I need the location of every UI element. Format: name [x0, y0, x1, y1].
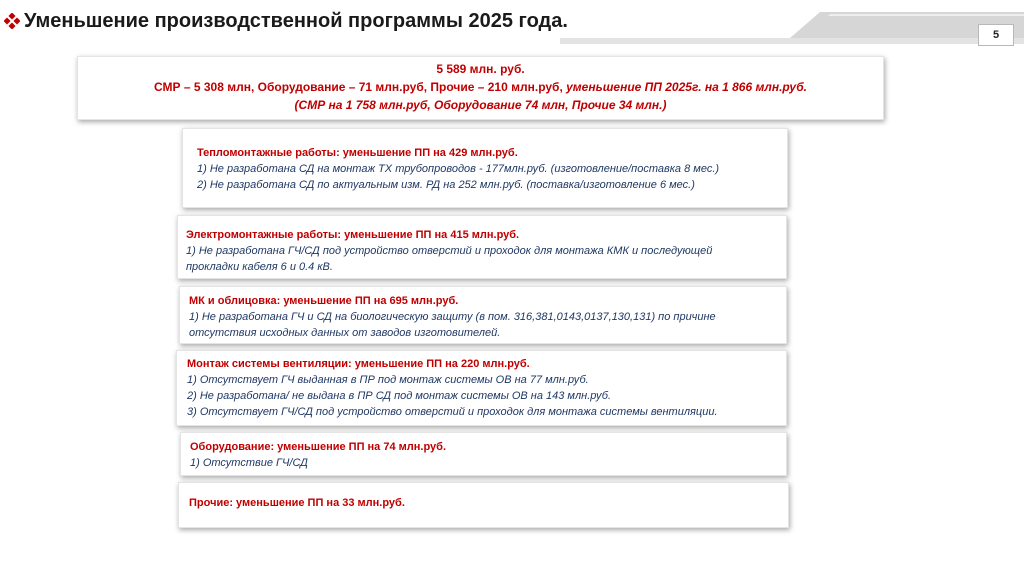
section-line: отсутствия исходных данных от заводов изготовителей. [189, 327, 501, 339]
summary-breakdown [78, 78, 883, 96]
section-card-thermal [182, 128, 788, 208]
section-line: 1) Отсутствие ГЧ/СД [190, 457, 308, 469]
summary-reduction-detail: (СМР на 1 758 млн.руб, Оборудование 74 млн, Прочие 34 млн.) [294, 98, 667, 112]
summary-breakdown-plain: СМР – 5 308 млн, Оборудование – 71 млн.руб, Прочие – 210 млн.руб, [153, 80, 567, 94]
section-heading: МК и облицовка: уменьшение ПП на 695 млн.руб. [189, 295, 459, 307]
summary-card [77, 56, 884, 120]
section-heading: Оборудование: уменьшение ПП на 74 млн.руб. [190, 441, 447, 453]
section-card-metal-structures [179, 286, 787, 344]
section-line: 2) Не разработана СД по актуальным изм. РД на 252 млн.руб. (поставка/изготовление 6 мес.) [197, 179, 695, 191]
section-line: 3) Отсутствует ГЧ/СД под устройство отверстий и проходок для монтажа системы вентиляции. [187, 406, 718, 418]
slide-header [0, 0, 1024, 40]
page-number: 5 [978, 24, 1014, 46]
section-heading: Тепломонтажные работы: уменьшение ПП на 429 млн.руб. [197, 147, 518, 159]
section-line: 2) Не разработана/ не выдана в ПР СД под монтаж системы ОВ на 143 млн.руб. [187, 390, 612, 402]
section-line: 1) Не разработана СД на монтаж ТХ трубопроводов - 177млн.руб. (изготовление/поставка 8 мес.) [197, 163, 720, 175]
section-line: прокладки кабеля 6 и 0.4 кВ. [186, 261, 333, 273]
section-heading: Монтаж системы вентиляции: уменьшение ПП на 220 млн.руб. [187, 358, 530, 370]
section-card-equipment [180, 432, 787, 476]
page-title: Уменьшение производственной программы 2025 года. [24, 10, 568, 32]
section-card-ventilation [176, 350, 787, 426]
section-line: 1) Не разработана ГЧ и СД на биологическую защиту (в пом. 316,381,0143,0137,130,131) по причине [189, 311, 716, 323]
section-line: 1) Не разработана ГЧ/СД под устройство отверстий и проходок для монтажа КМК и последующей [186, 245, 713, 257]
section-line: 1) Отсутствует ГЧ выданная в ПР под монтаж системы ОВ на 77 млн.руб. [187, 374, 589, 386]
summary-total: 5 589 млн. руб. [436, 62, 525, 76]
section-heading: Прочие: уменьшение ПП на 33 млн.руб. [189, 497, 405, 509]
section-card-electrical [177, 215, 787, 279]
summary-reduction: уменьшение ПП 2025г. на 1 866 млн.руб. [566, 80, 808, 94]
red-diamond-bullet-icon [4, 13, 20, 29]
section-card-other [178, 482, 789, 528]
section-heading: Электромонтажные работы: уменьшение ПП на 415 млн.руб. [186, 229, 520, 241]
